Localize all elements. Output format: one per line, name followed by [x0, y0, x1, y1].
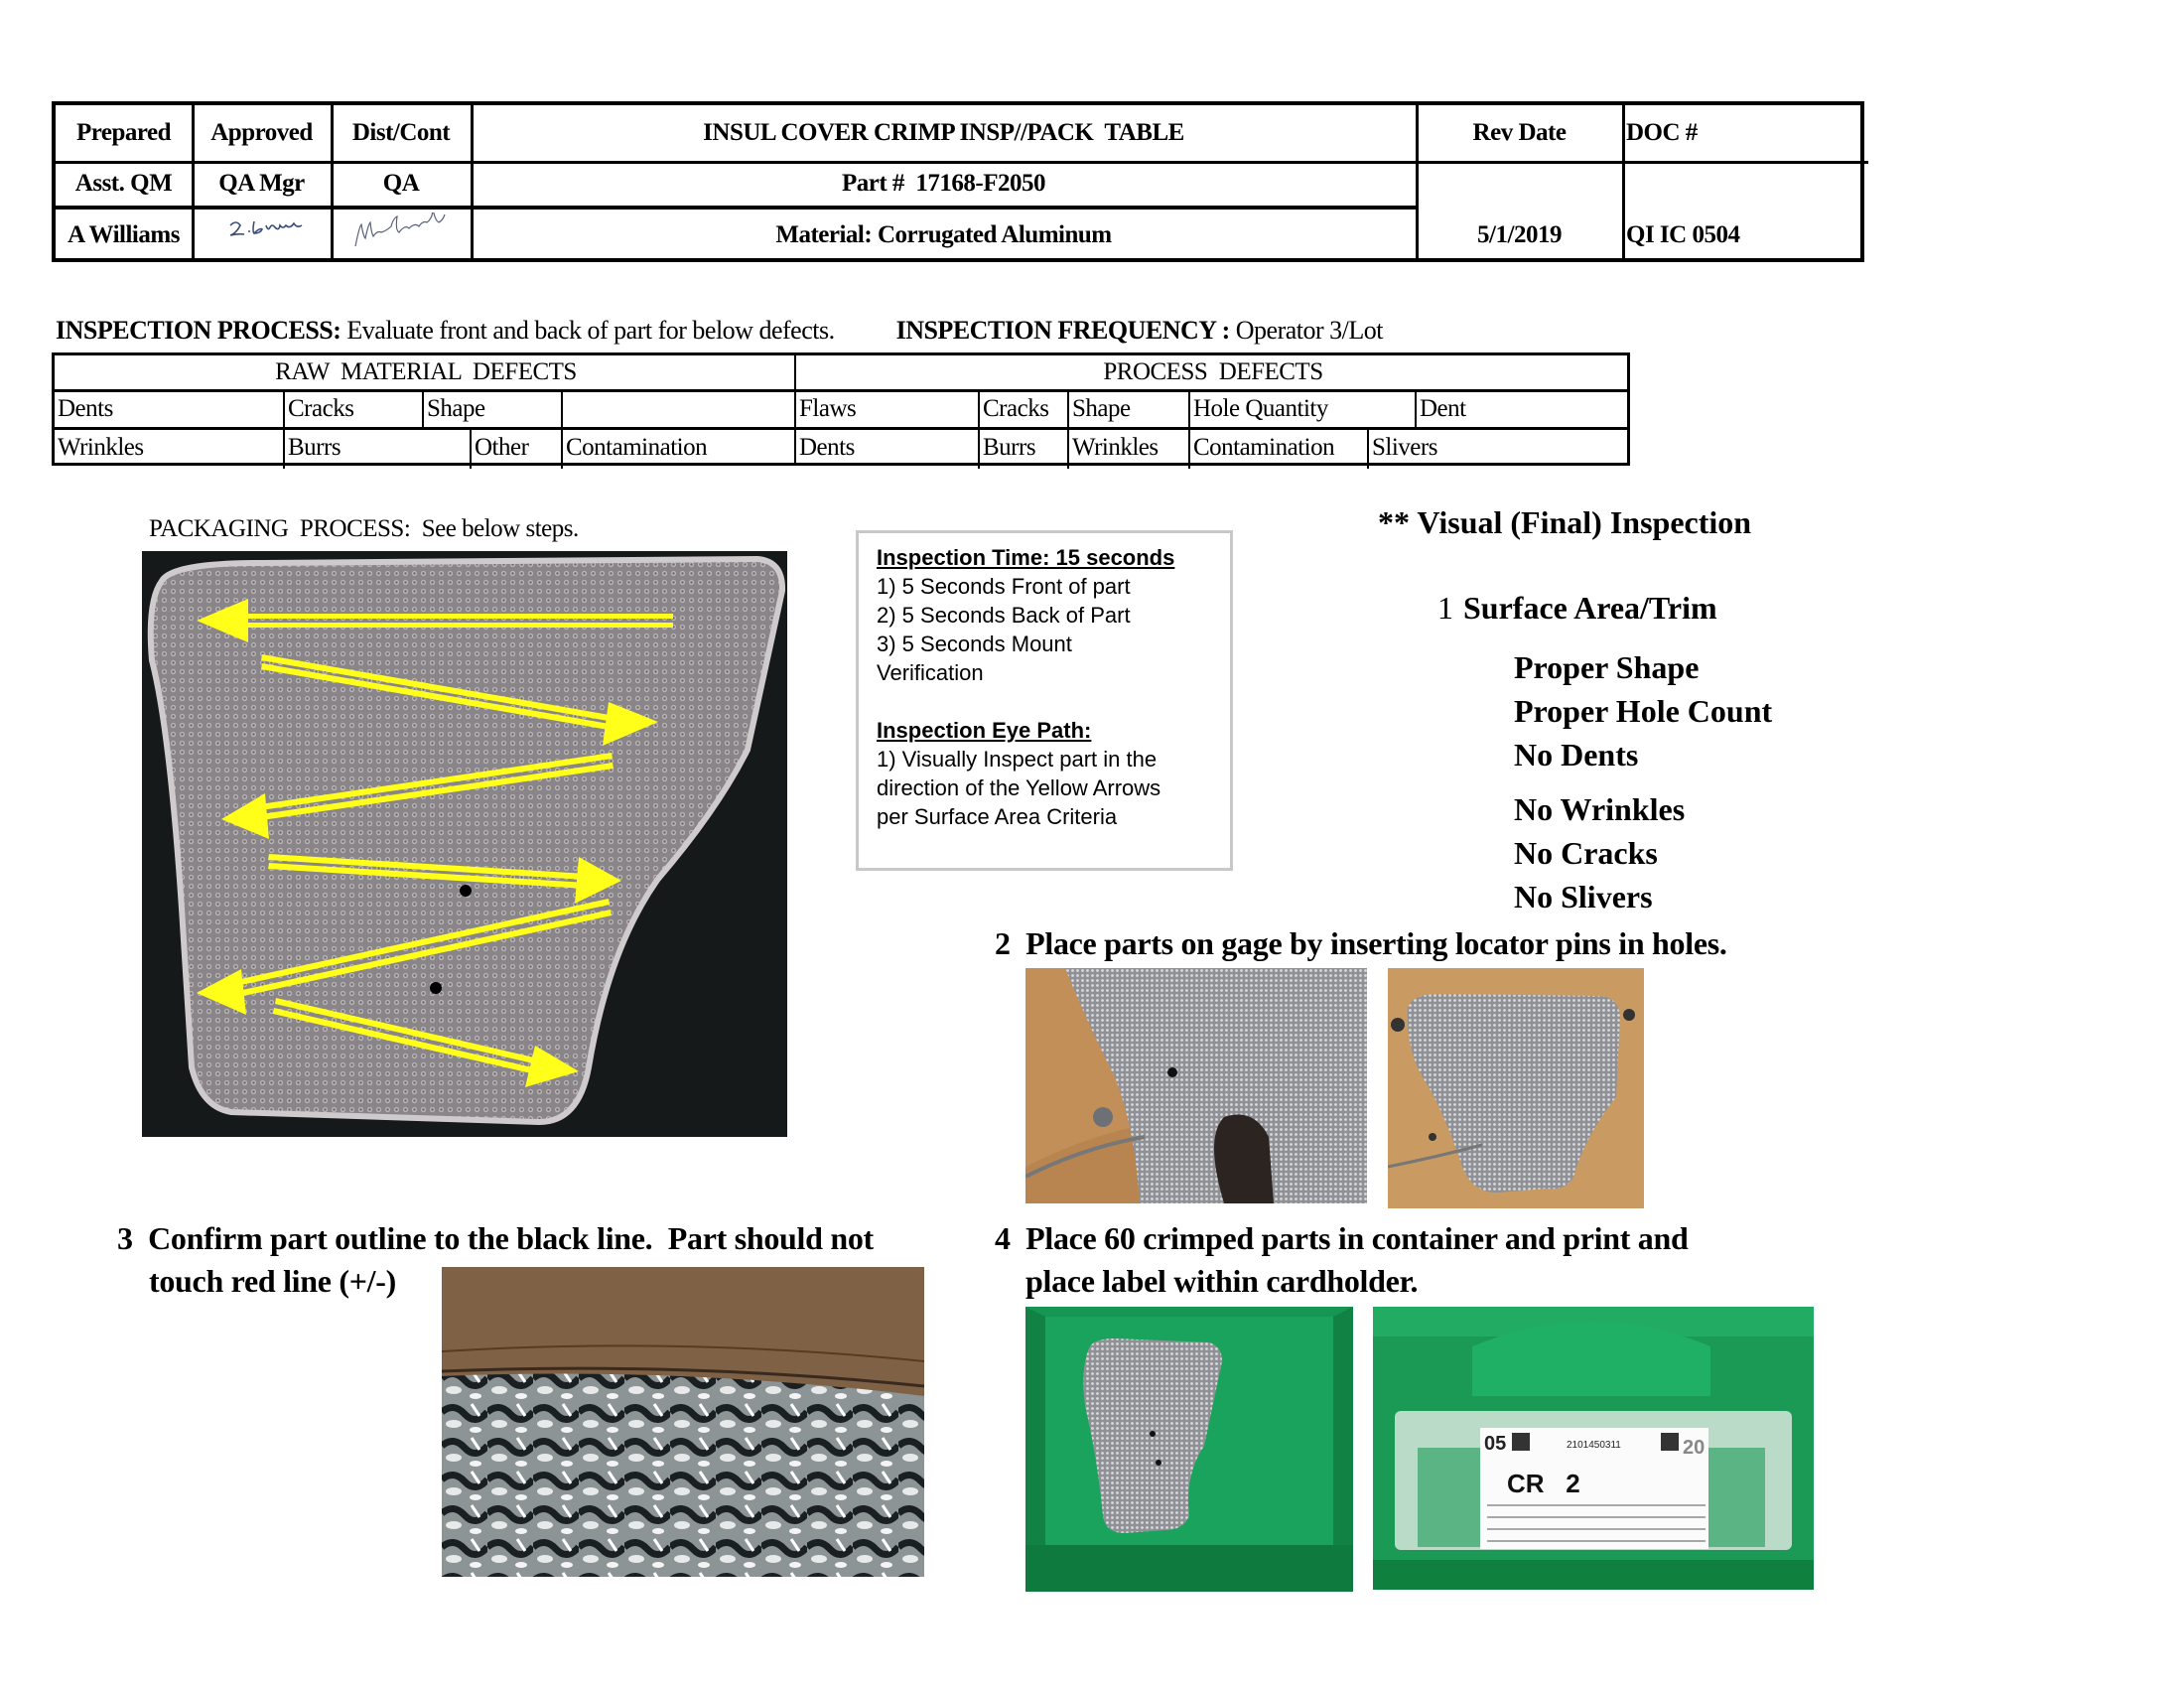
- defect-cell: [563, 391, 566, 427]
- defect-cell: Hole Quantity: [1193, 395, 1328, 422]
- defect-cell: Dent: [1420, 395, 1466, 422]
- visual-inspection-title: ** Visual (Final) Inspection: [1378, 504, 1752, 540]
- defect-cell: Dents: [58, 395, 113, 422]
- part-on-gage-image: [1025, 968, 1367, 1203]
- defect-cell: Contamination: [566, 434, 708, 461]
- defect-cell: Other: [475, 434, 529, 461]
- part-number: Part # 17168-F2050: [841, 170, 1046, 197]
- eye-path-line: direction of the Yellow Arrows: [877, 775, 1161, 800]
- defect-cell: Slivers: [1372, 434, 1437, 461]
- defect-cell: Contamination: [1193, 434, 1335, 461]
- defect-cell: Shape: [1072, 395, 1131, 422]
- document-title: INSUL COVER CRIMP INSP//PACK TABLE: [703, 119, 1184, 146]
- doc-number-label: DOC #: [1626, 119, 1698, 146]
- rev-date-label: Rev Date: [1472, 119, 1567, 146]
- defect-cell: Wrinkles: [1072, 434, 1159, 461]
- criteria-item: Proper Shape: [1514, 649, 1700, 685]
- dist-role: QA: [382, 170, 420, 197]
- inspection-time-title: Inspection Time: 15 seconds: [877, 545, 1175, 570]
- raw-material-defects-header: RAW MATERIAL DEFECTS: [275, 358, 577, 385]
- visual-step-1: [1437, 590, 1717, 627]
- part-mounted-on-gage-image: [1388, 968, 1644, 1208]
- label-barcode-number: 2101450311: [1567, 1440, 1621, 1451]
- criteria-item: No Dents: [1514, 737, 1639, 773]
- step-4-instruction-line2: place label within cardholder.: [1025, 1263, 1419, 1299]
- defect-cell: Cracks: [288, 395, 354, 422]
- inspection-time-line: 3) 5 Seconds Mount: [877, 632, 1072, 656]
- label-right-number: 20: [1683, 1437, 1706, 1459]
- material: Material: Corrugated Aluminum: [775, 221, 1112, 248]
- signature-icon: [212, 215, 312, 255]
- criteria-item: No Slivers: [1514, 879, 1653, 914]
- inspection-time-line: 2) 5 Seconds Back of Part: [877, 603, 1131, 628]
- defect-cell: Flaws: [799, 395, 857, 422]
- criteria-item: Proper Hole Count: [1514, 693, 1773, 729]
- qr-code-icon: [1512, 1433, 1530, 1451]
- approved-label: Approved: [210, 119, 313, 146]
- defect-cell: Shape: [427, 395, 485, 422]
- packaging-process-label: PACKAGING PROCESS: See below steps.: [149, 515, 579, 542]
- step-3-instruction-line2: touch red line (+/-): [149, 1263, 396, 1299]
- part-outline-closeup-image: [442, 1267, 924, 1577]
- prepared-by-name: A Williams: [68, 221, 180, 248]
- prepared-role: Asst. QM: [74, 170, 173, 197]
- visual-step-number: 1: [1437, 590, 1453, 626]
- part-inspection-photo: [142, 551, 787, 1137]
- defect-cell: Burrs: [288, 434, 341, 461]
- step-2-instruction: 2 Place parts on gage by inserting locator pins in holes.: [995, 925, 1727, 961]
- inspection-process-line: [56, 316, 1383, 346]
- parts-in-bin-image: [1025, 1307, 1353, 1592]
- criteria-item: No Wrinkles: [1514, 791, 1686, 827]
- label-code: CR 2: [1507, 1469, 1580, 1498]
- approved-role: QA Mgr: [218, 170, 305, 197]
- container-photo: [1025, 1307, 1353, 1592]
- gage-photo-1: [1025, 968, 1367, 1203]
- gage-photo-2: [1388, 968, 1644, 1208]
- divider: [1622, 105, 1625, 258]
- criteria-item: No Cracks: [1514, 835, 1658, 871]
- defects-table: [52, 352, 1630, 466]
- eye-path-line: per Surface Area Criteria: [877, 804, 1118, 829]
- inspection-time-line: Verification: [877, 660, 984, 685]
- visual-criteria-list: [1514, 645, 1772, 918]
- eye-path-line: 1) Visually Inspect part in the: [877, 747, 1158, 772]
- step-3-instruction-line1: 3 Confirm part outline to the black line. Part should not: [117, 1220, 874, 1256]
- defect-cell: Wrinkles: [58, 434, 144, 461]
- outline-closeup-photo: [442, 1267, 924, 1577]
- part-with-eye-path-arrows-image: [142, 551, 787, 1137]
- defect-cell: Cracks: [983, 395, 1049, 422]
- document-header-table: [52, 101, 1864, 262]
- dist-signature: [332, 209, 471, 262]
- eye-path-title: Inspection Eye Path:: [877, 718, 1092, 743]
- signature-icon: [341, 212, 461, 258]
- label-in-cardholder-image: [1373, 1307, 1814, 1590]
- visual-step-title: Surface Area/Trim: [1463, 590, 1717, 626]
- label-left-number: 05: [1484, 1433, 1507, 1455]
- inspection-frequency-label: INSPECTION FREQUENCY :: [895, 316, 1230, 345]
- defect-cell: Dents: [799, 434, 855, 461]
- dist-cont-label: Dist/Cont: [351, 119, 451, 146]
- inspection-process-text: Evaluate front and back of part for below defects.: [341, 316, 835, 345]
- prepared-label: Prepared: [75, 119, 172, 146]
- defect-cell: Burrs: [983, 434, 1036, 461]
- qr-code-icon: [1661, 1433, 1679, 1451]
- process-defects-header: PROCESS DEFECTS: [1103, 358, 1323, 385]
- inspection-time-line: 1) 5 Seconds Front of part: [877, 574, 1131, 599]
- inspection-frequency-text: Operator 3/Lot: [1229, 316, 1383, 345]
- doc-number: QI IC 0504: [1626, 221, 1740, 248]
- approved-signature: [193, 209, 331, 262]
- rev-date: 5/1/2019: [1477, 221, 1562, 248]
- step-4-instruction-line1: 4 Place 60 crimped parts in container and print and: [995, 1220, 1689, 1256]
- cardholder-photo: [1373, 1307, 1814, 1590]
- divider: [1416, 161, 1868, 164]
- inspection-process-label: INSPECTION PROCESS:: [56, 316, 341, 345]
- inspection-time-box: [856, 530, 1233, 871]
